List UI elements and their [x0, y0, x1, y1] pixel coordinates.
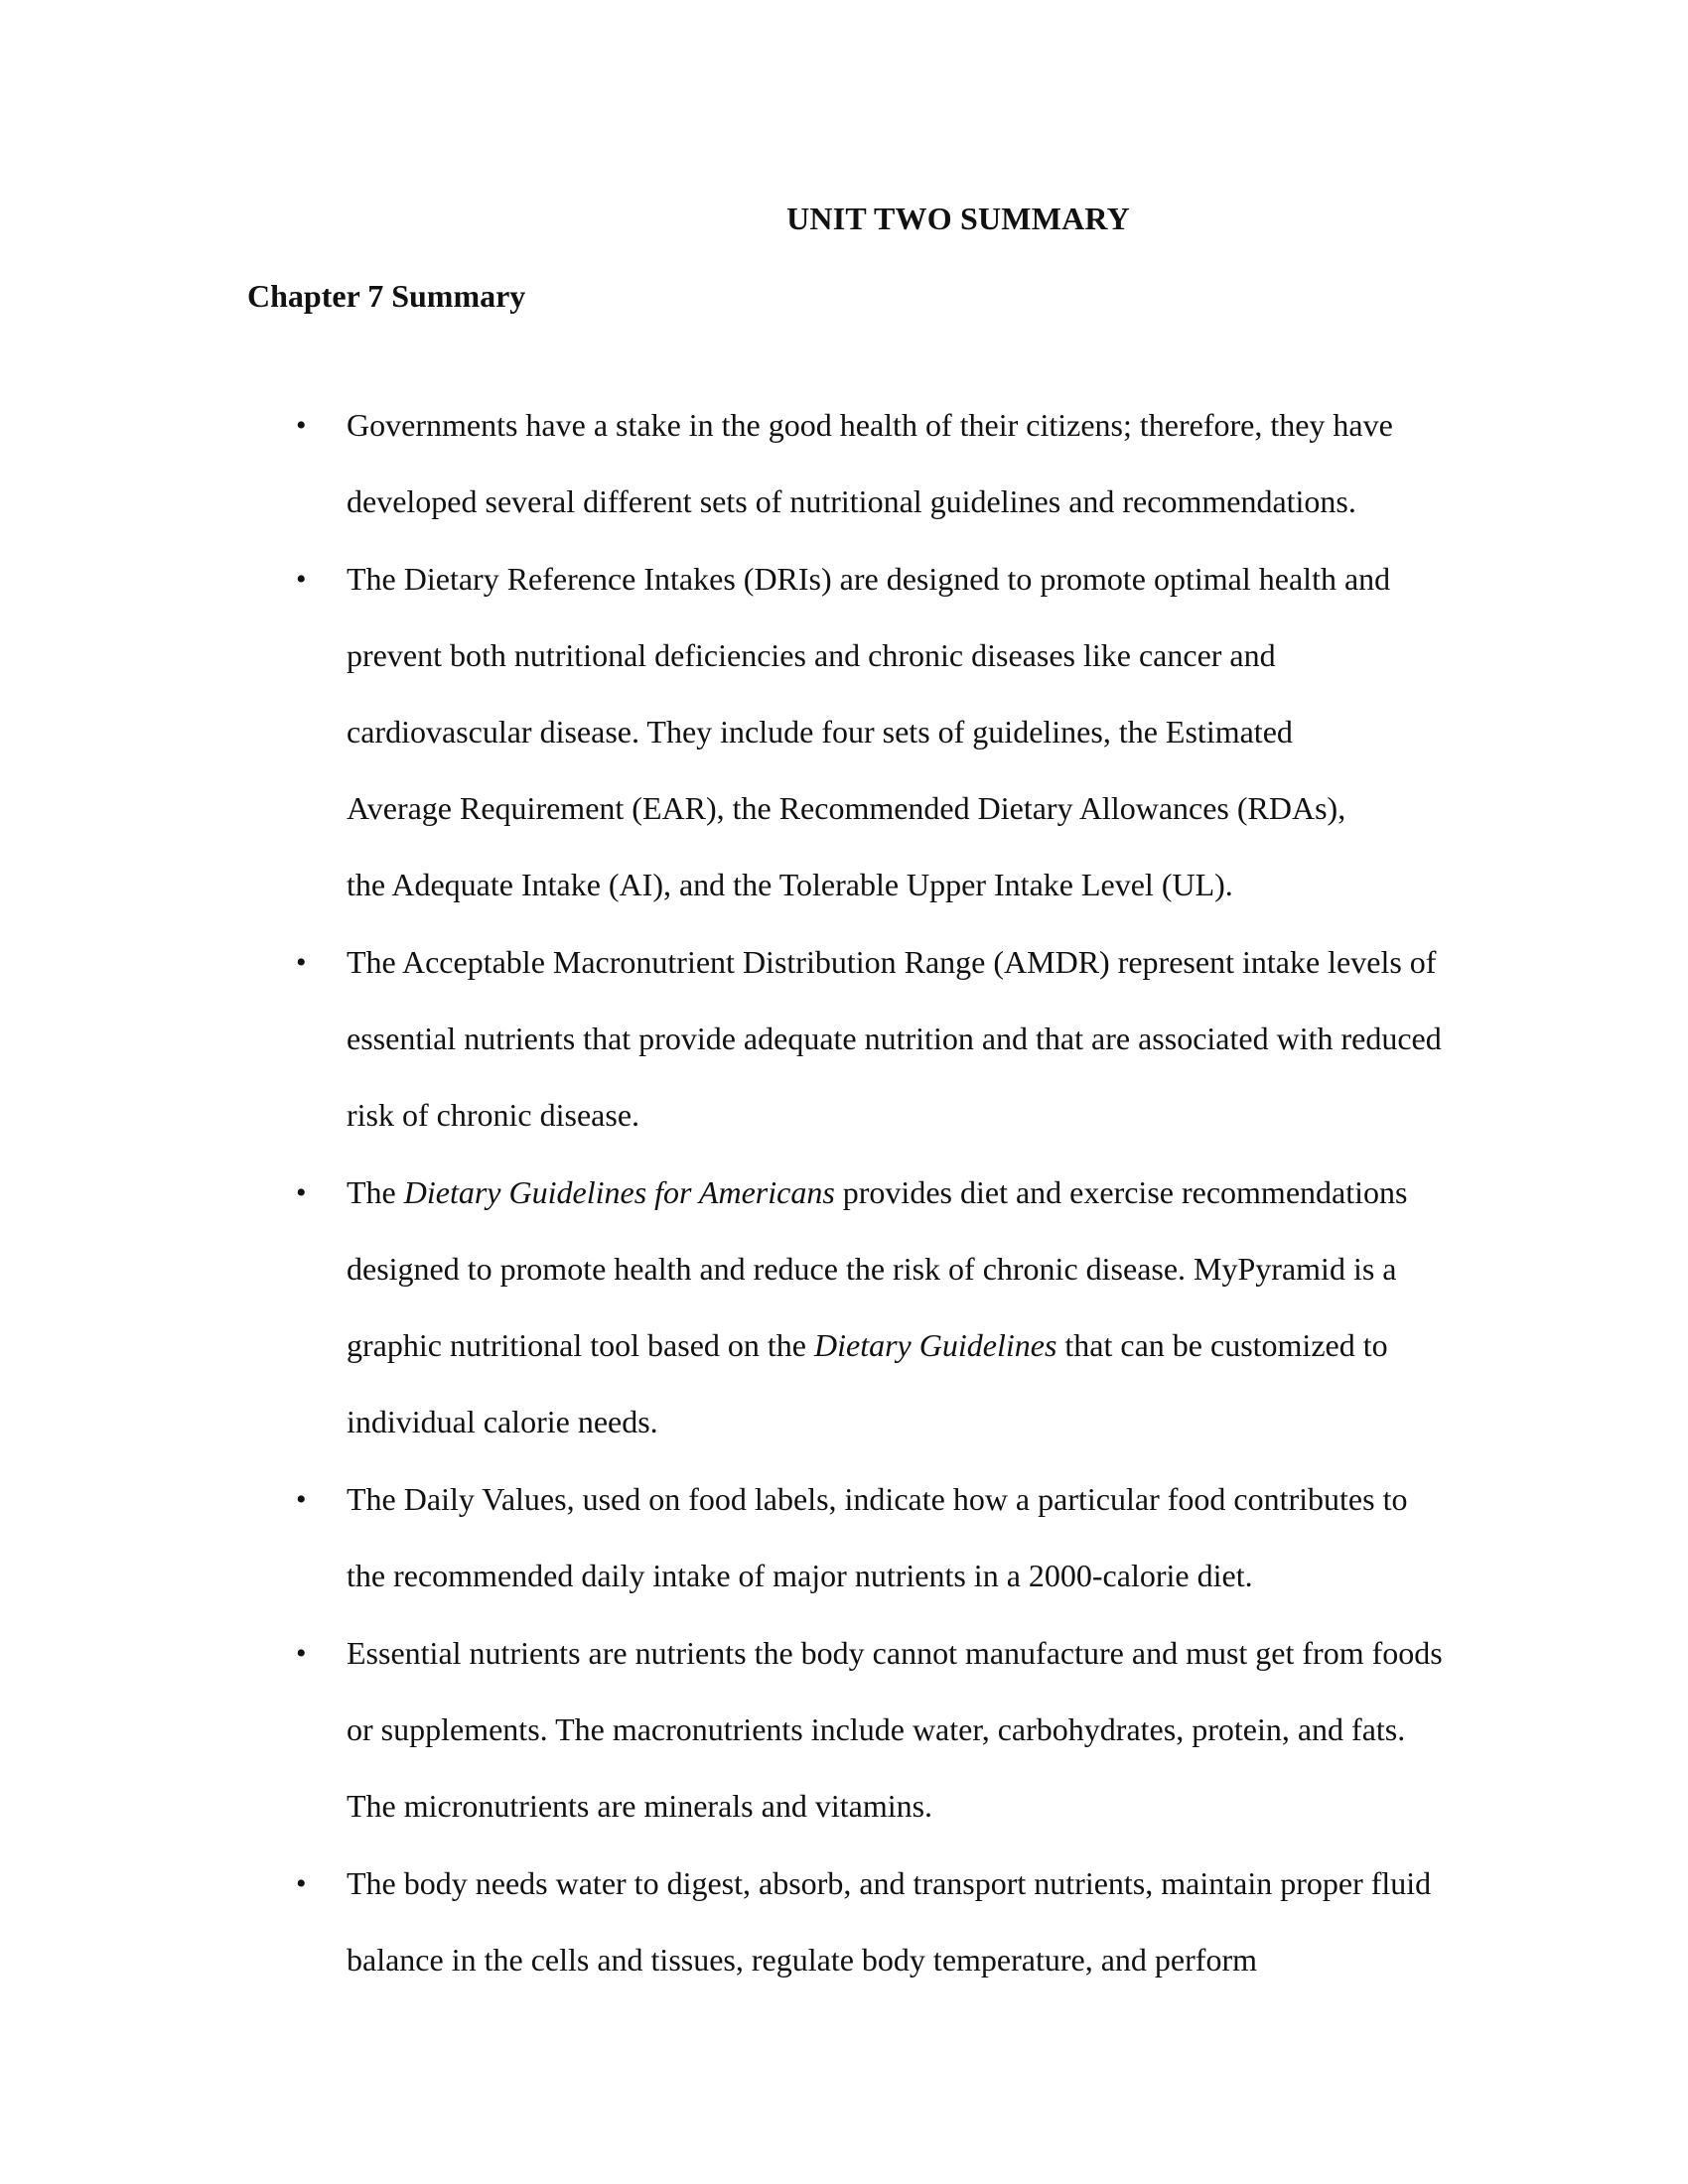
chapter-title: Chapter 7 Summary	[247, 278, 526, 314]
bullet-text: The body needs water to digest, absorb, and transport nutrients, maintain proper fluid balance in the cells and tissues, regulate body temperature, and perform	[347, 1865, 1432, 1978]
bullet-text-line: cardiovascular disease. They include four sets of guidelines, the Estimated	[347, 714, 1293, 750]
bullet-item-water	[0, 1845, 1688, 1998]
bullet-text: Governments have a stake in the good health of their citizens; therefore, they have developed several different sets of nutritional guidelines and recommendations.	[347, 407, 1393, 519]
bullet-item-amdr	[0, 924, 1688, 1154]
bullet-icon: •	[296, 409, 307, 442]
bullet-text-line: the Adequate Intake (AI), and the Tolerable Upper Intake Level (UL).	[347, 867, 1233, 902]
bullet-text-part: provides diet and exercise recommendations designed to promote health and reduce the risk of chronic disease. MyPyramid is a graphic nutritional tool based on the	[347, 1174, 1408, 1363]
unit-title: UNIT TWO SUMMARY	[786, 201, 1130, 236]
bullet-icon: •	[296, 1483, 307, 1516]
bullet-item-daily-values	[0, 1461, 1688, 1614]
bullet-icon: •	[296, 1176, 307, 1209]
bullet-text: The Acceptable Macronutrient Distribution Range (AMDR) represent intake levels of essential nutrients that provide adequate nutrition and that are associated with reduced risk of chronic disease.	[347, 944, 1442, 1133]
bullet-text-part: that can be customized to individual calorie needs.	[347, 1327, 1388, 1439]
bullet-item-dietary-guidelines	[0, 1155, 1688, 1460]
bullet-item-essential-nutrients	[0, 1615, 1688, 1844]
bullet-item-dietary-reference-intakes	[0, 541, 1688, 923]
bullet-icon: •	[296, 1637, 307, 1670]
bullet-text-italic: Dietary Guidelines for Americans	[403, 1174, 835, 1210]
bullet-text: Essential nutrients are nutrients the body cannot manufacture and must get from foods or supplements. The macronutrients include water, carbohydrates, protein, and fats. The micronutrients are minerals and vitamins.	[347, 1635, 1443, 1824]
bullet-text-italic: Dietary Guidelines	[814, 1327, 1057, 1363]
bullet-text: The Daily Values, used on food labels, indicate how a particular food contributes to the recommended daily intake of major nutrients in a 2000-calorie diet.	[347, 1481, 1408, 1593]
bullet-icon: •	[296, 563, 307, 596]
bullet-text-part: The	[347, 1174, 404, 1210]
bullet-item-governments	[0, 387, 1688, 540]
bullet-text-line: The Dietary Reference Intakes (DRIs) are designed to promote optimal health and	[347, 561, 1391, 597]
summary-bullet-list	[0, 387, 1688, 1999]
bullet-icon: •	[296, 1867, 307, 1900]
bullet-icon: •	[296, 946, 307, 979]
bullet-text-line: Average Requirement (EAR), the Recommended Dietary Allowances (RDAs),	[347, 790, 1346, 826]
bullet-text-line: prevent both nutritional deficiencies and chronic diseases like cancer and	[347, 637, 1276, 673]
